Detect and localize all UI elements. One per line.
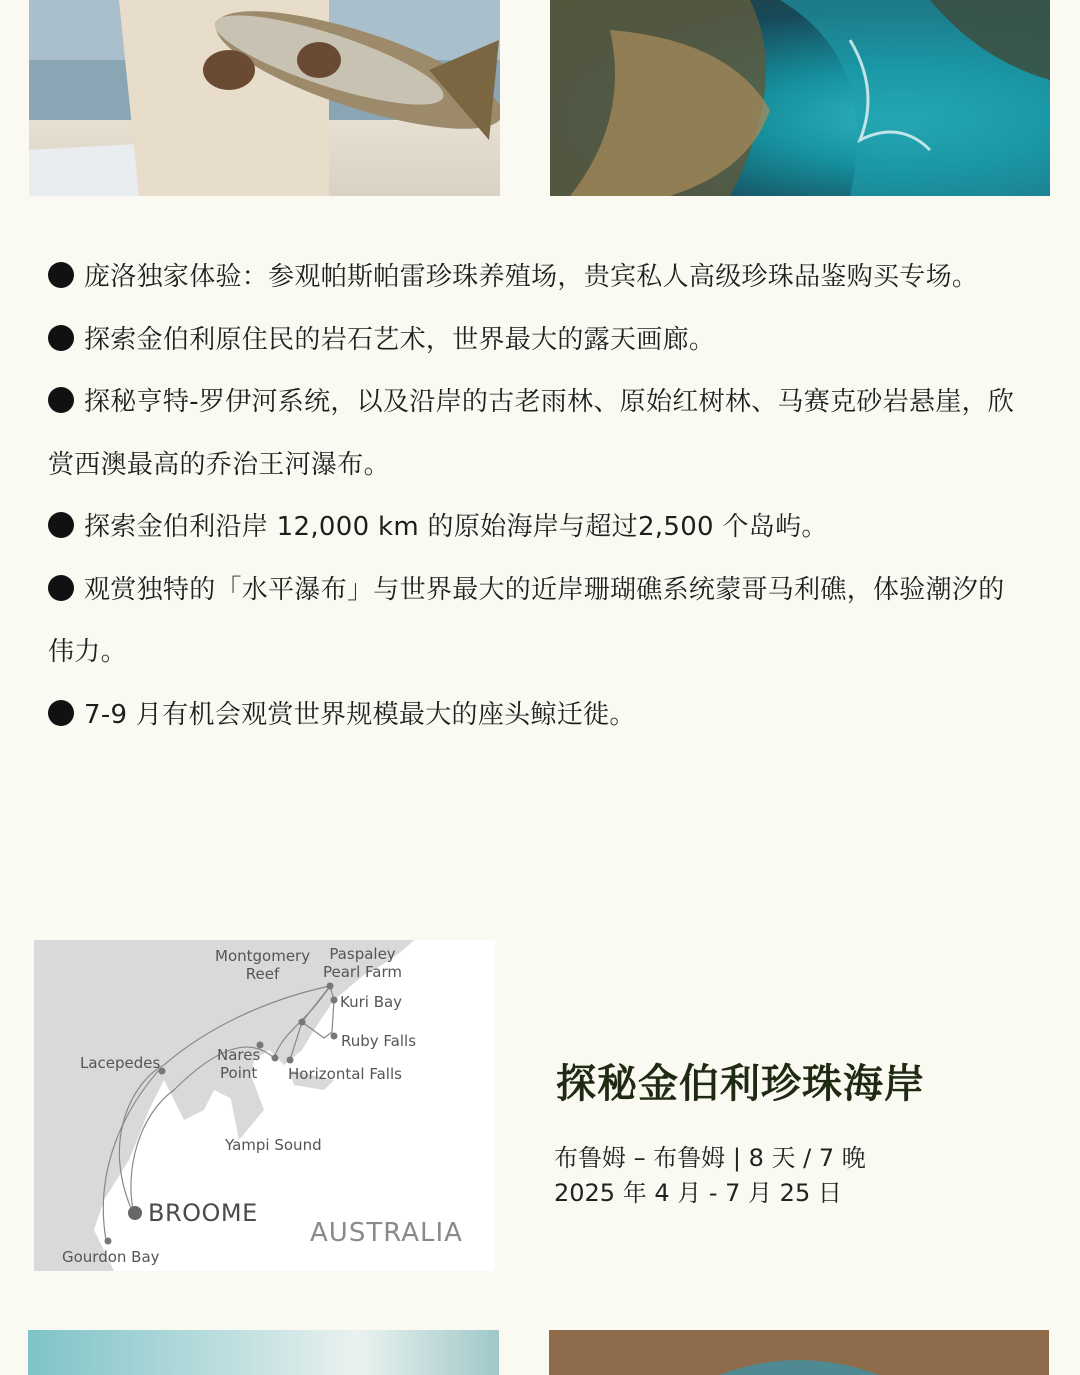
bottom-right-photo (549, 1330, 1049, 1375)
highlight-text: 庞洛独家体验：参观帕斯帕雷珍珠养殖场，贵宾私人高级珍珠品鉴购买专场。 (84, 262, 979, 292)
map-label-broome: BROOME (148, 1199, 258, 1227)
montgomery-text: Montgomery Reef (215, 947, 311, 983)
bullet-dot-icon (48, 700, 74, 726)
highlight-text: 探索金伯利沿岸 12,000 km 的原始海岸与超过2,500 个岛屿。 (84, 512, 828, 542)
highlight-text: 观赏独特的「水平瀑布」与世界最大的近岸珊瑚礁系统蒙哥马利礁，体验潮汐的伟力。 (48, 574, 1005, 667)
highlight-item (48, 684, 1018, 747)
bullet-dot-icon (48, 325, 74, 351)
map-label-nares-point (217, 1046, 260, 1082)
map-label-horizontal-falls: Horizontal Falls (288, 1065, 402, 1083)
highlight-item (48, 309, 1018, 372)
trip-route: 布鲁姆 – 布鲁姆 | 8 天 / 7 晚 (554, 1144, 866, 1172)
nares-text: Nares Point (217, 1046, 261, 1082)
highlight-item (48, 246, 1018, 309)
map-label-australia: AUSTRALIA (310, 1218, 463, 1248)
fishing-photo-illustration (29, 0, 500, 196)
fishing-photo (29, 0, 500, 196)
route-map (34, 940, 495, 1271)
aerial-photo-illustration (550, 0, 1050, 196)
map-label-kuri-bay: Kuri Bay (340, 993, 403, 1011)
bullet-dot-icon (48, 575, 74, 601)
bullet-dot-icon (48, 262, 74, 288)
map-label-lacepedes: Lacepedes (80, 1054, 161, 1072)
gorge-photo-illustration (549, 1330, 1049, 1375)
bullet-dot-icon (48, 387, 74, 413)
bottom-left-photo (28, 1330, 499, 1375)
highlight-item (48, 496, 1018, 559)
trip-title: 探秘金伯利珍珠海岸 (556, 1061, 925, 1107)
aerial-coast-photo (550, 0, 1050, 196)
highlight-text: 7-9 月有机会观赏世界规模最大的座头鲸迁徙。 (84, 699, 636, 730)
highlight-text: 探秘亨特-罗伊河系统，以及沿岸的古老雨林、原始红树林、马赛克砂岩悬崖，欣赏西澳最高的乔治王河瀑布。 (48, 387, 1015, 480)
map-label-yampi-sound: Yampi Sound (225, 1136, 322, 1154)
paspaley-text: Paspaley Pearl Farm (323, 945, 402, 981)
map-label-paspaley (323, 945, 402, 981)
highlight-text: 探索金伯利原住民的岩石艺术，世界最大的露天画廊。 (84, 324, 716, 355)
highlights-list (48, 246, 1018, 746)
map-label-ruby-falls: Ruby Falls (341, 1032, 417, 1050)
highlight-item (48, 371, 1018, 496)
highlight-item (48, 559, 1018, 684)
map-label-montgomery-reef (215, 947, 310, 983)
trip-dates: 2025 年 4 月 - 7 月 25 日 (554, 1179, 842, 1207)
bullet-dot-icon (48, 512, 74, 538)
map-label-gourdon-bay: Gourdon Bay (62, 1248, 160, 1266)
